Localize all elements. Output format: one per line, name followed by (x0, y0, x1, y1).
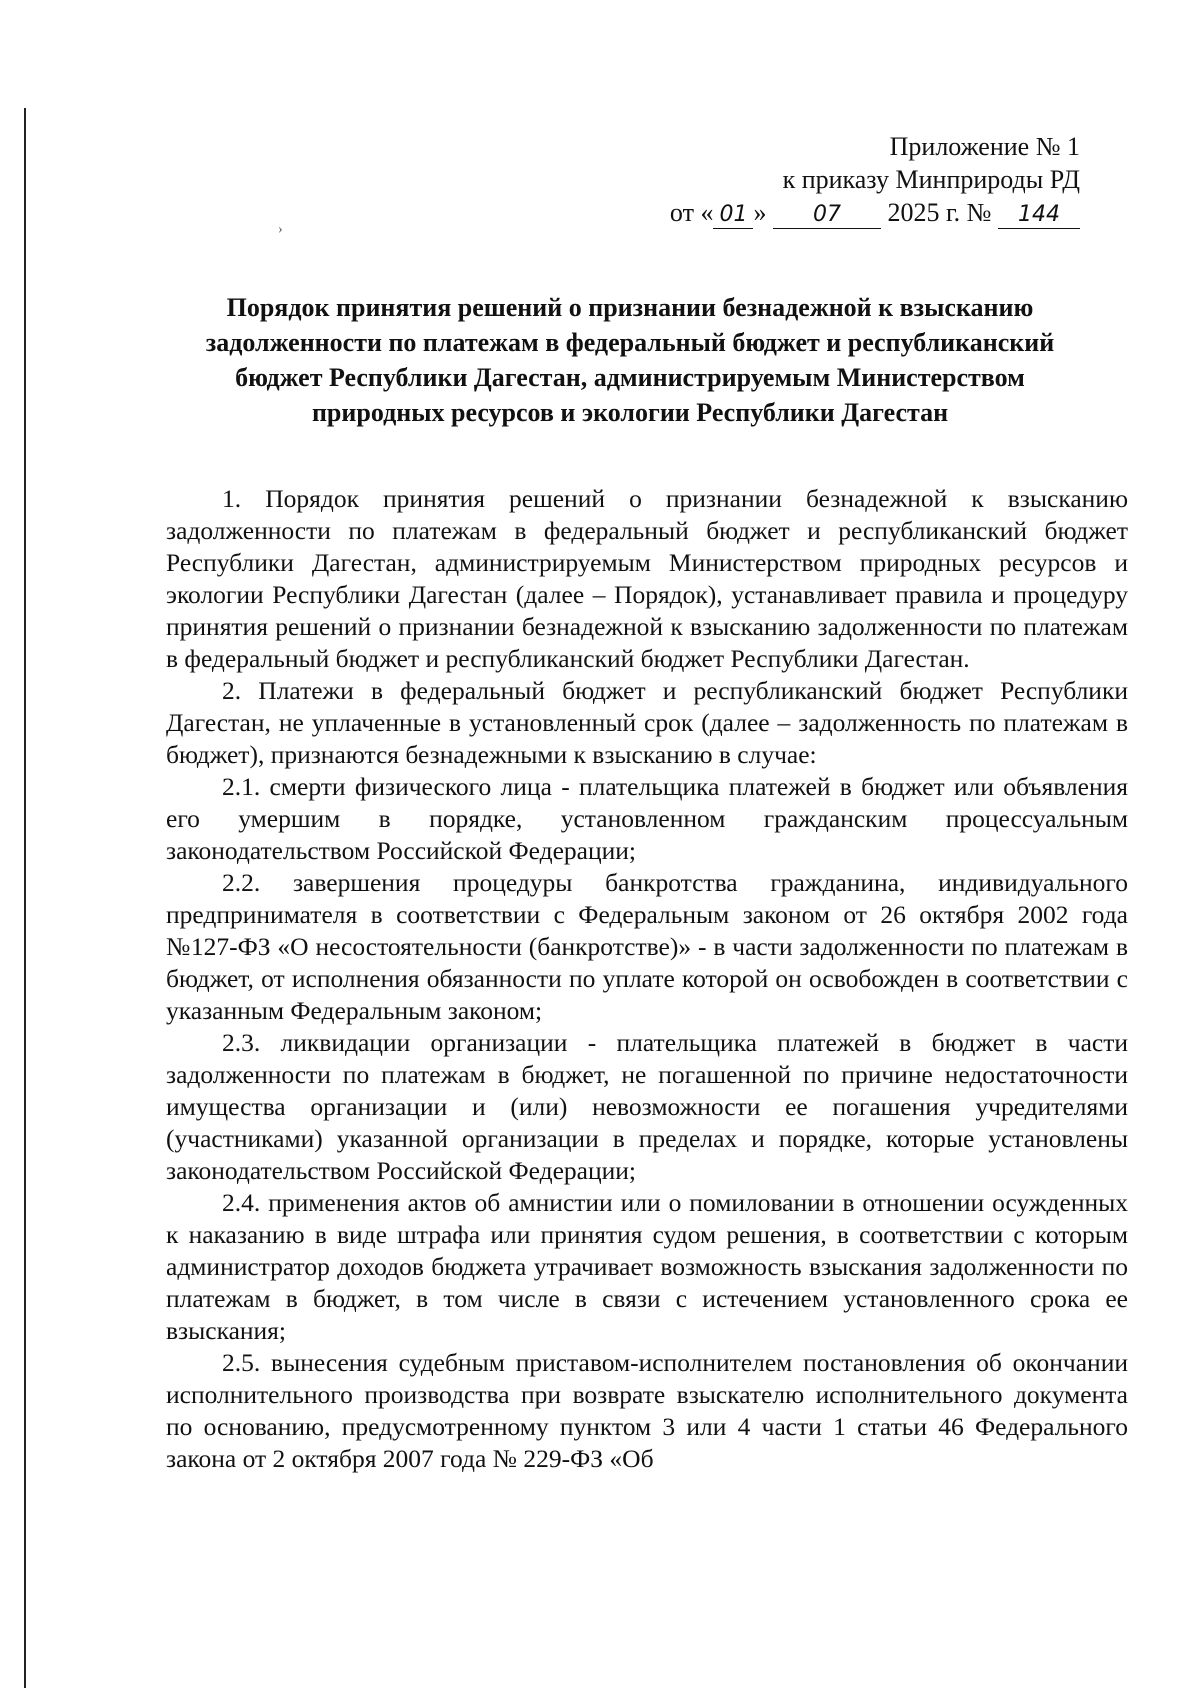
handwritten-day: 01 (713, 202, 753, 229)
paragraph-2-5: 2.5. вынесения судебным приставом-исполнителем постановления об окончании исполнительного производства при возврате взыскателю исполнительного документа по основанию, предусмотренному пунктом 3 или 4 части 1 статьи 46 Федерального закона от 2 октября 2007 года № 229-ФЗ «Об (166, 1348, 1128, 1473)
paragraph-1: 1. Порядок принятия решений о признании безнадежной к взысканию задолженности по платежам в федеральный бюджет и республиканский бюджет Республики Дагестан, администрируемым Министерством природных ресурсов и экологии Республики Дагестан (далее – Порядок), устанавливает правила и процедуру принятия решений о признании безнадежной к взысканию задолженности по платежам в федеральный бюджет и республиканский бюджет Республики Дагестан. (166, 484, 1128, 673)
appendix-order-reference: к приказу Минприроды РД (782, 165, 1080, 194)
paragraph-2-4: 2.4. применения актов об амнистии или о помиловании в отношении осужденных к наказанию в виде штрафа или принятия судом решения, в соответствии с которым администратор доходов бюджета утрачивает возможность взыскания задолженности по платежам в бюджет, в том числе в связи с истечением установленного срока ее взыскания; (166, 1188, 1128, 1345)
scan-edge-line (24, 108, 26, 1688)
paragraph-2-2: 2.2. завершения процедуры банкротства гражданина, индивидуального предпринимателя в соответствии с Федеральным законом от 26 октября 2002 года №127-ФЗ «О несостоятельности (банкротстве)» - в части задолженности по платежам в бюджет, от исполнения обязанности по уплате которой он освобожден в соответствии с указанным Федеральным законом; (166, 868, 1128, 1025)
date-prefix: от « (669, 198, 714, 227)
title-line: бюджет Республики Дагестан, администрируемым Министерством (235, 363, 1025, 392)
title-line: задолженности по платежам в федеральный бюджет и республиканский (205, 328, 1055, 357)
handwritten-order-number: 144 (998, 202, 1080, 229)
document-title (150, 290, 1110, 430)
date-year-number-label: 2025 г. № (887, 198, 992, 227)
paragraph-2-3: 2.3. ликвидации организации - плательщика платежей в бюджет в части задолженности по платежам в бюджет, не погашенной по причине недостаточности имущества организации и (или) невозможности ее погашения учредителями (участниками) указанной организации в пределах и порядке, которые установлены законодательством Российской Федерации; (166, 1028, 1128, 1185)
title-line: природных ресурсов и экологии Республики Дагестан (311, 398, 949, 427)
paragraph-2: 2. Платежи в федеральный бюджет и республиканский бюджет Республики Дагестан, не уплаченные в установленный срок (далее – задолженность по платежам в бюджет), признаются безнадежными к взысканию в случае: (166, 676, 1128, 769)
document-body (166, 483, 1128, 1475)
scan-speck: › (278, 222, 283, 237)
appendix-header (670, 130, 1080, 229)
paragraph-2-1: 2.1. смерти физического лица - плательщика платежей в бюджет или объявления его умершим в порядке, установленном гражданским процессуальным законодательством Российской Федерации; (166, 772, 1128, 865)
appendix-number: Приложение № 1 (889, 132, 1080, 161)
date-quote-close: » (753, 198, 767, 227)
title-line: Порядок принятия решений о признании безнадежной к взысканию (226, 293, 1034, 322)
appendix-date-line (670, 196, 1080, 229)
handwritten-month: 07 (773, 202, 881, 229)
